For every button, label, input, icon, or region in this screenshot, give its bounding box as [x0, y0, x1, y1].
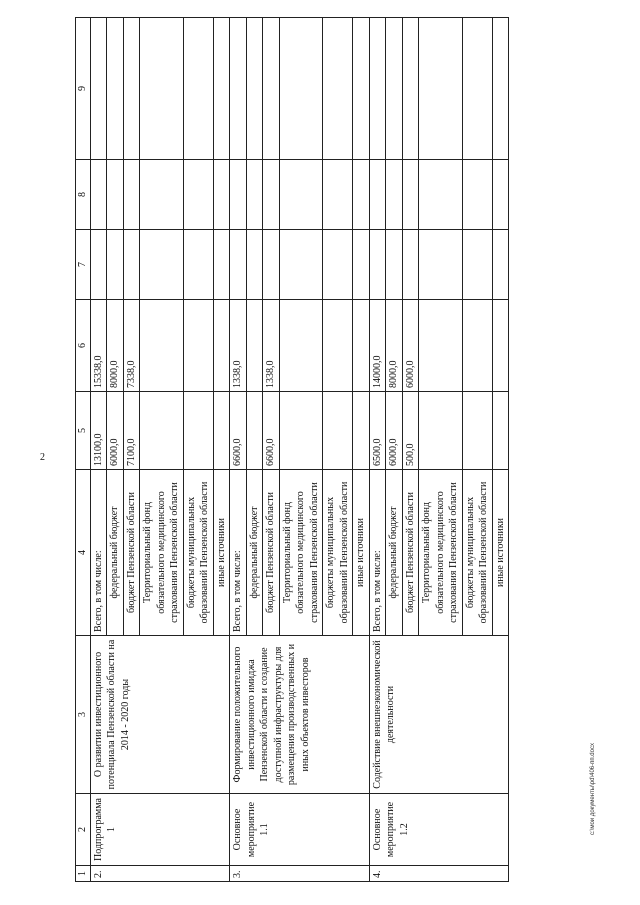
amount-col8-cell	[107, 160, 124, 230]
amount-col9-cell	[246, 18, 263, 160]
amount-col6-cell: 1338,0	[263, 300, 280, 392]
amount-col6-cell	[492, 300, 509, 392]
column-header: 8	[76, 160, 91, 230]
amount-col6-cell	[279, 300, 323, 392]
row-number-cell: 4.	[369, 866, 509, 882]
amount-col6-cell	[419, 300, 463, 392]
funding-source-cell: федеральный бюджет	[386, 470, 403, 636]
amount-col9-cell	[419, 18, 463, 160]
amount-col9-cell	[230, 18, 247, 160]
amount-col9-cell	[107, 18, 124, 160]
amount-col8-cell	[246, 160, 263, 230]
funding-source-cell: иные источники	[492, 470, 509, 636]
amount-col9-cell	[492, 18, 509, 160]
amount-col9-cell	[140, 18, 184, 160]
funding-source-cell: Всего, в том числе:	[369, 470, 386, 636]
file-path-footer: c:\мои документы\pd\406-пп.docx	[590, 743, 596, 835]
amount-col5-cell: 13100,0	[90, 392, 107, 470]
table-row	[90, 18, 107, 882]
funding-source-cell: федеральный бюджет	[246, 470, 263, 636]
amount-col5-cell	[419, 392, 463, 470]
amount-col7-cell	[492, 230, 509, 300]
amount-col5-cell	[183, 392, 213, 470]
program-name-cell: Основное мероприятие 1.2	[369, 794, 509, 866]
amount-col6-cell	[462, 300, 492, 392]
program-description-cell: О развитии инвестиционного потенциала Пензенской области на 2014 - 2020 годы	[90, 636, 230, 794]
amount-col9-cell	[369, 18, 386, 160]
funding-source-cell: бюджет Пензенской области	[263, 470, 280, 636]
table-row	[369, 18, 386, 882]
column-header: 7	[76, 230, 91, 300]
amount-col8-cell	[90, 160, 107, 230]
amount-col8-cell	[123, 160, 140, 230]
amount-col7-cell	[263, 230, 280, 300]
row-number-cell: 2.	[90, 866, 230, 882]
amount-col8-cell	[140, 160, 184, 230]
amount-col6-cell: 8000,0	[107, 300, 124, 392]
column-header: 9	[76, 18, 91, 160]
amount-col5-cell	[462, 392, 492, 470]
amount-col6-cell: 1338,0	[230, 300, 247, 392]
amount-col8-cell	[462, 160, 492, 230]
amount-col7-cell	[123, 230, 140, 300]
amount-col9-cell	[183, 18, 213, 160]
amount-col7-cell	[140, 230, 184, 300]
amount-col9-cell	[386, 18, 403, 160]
amount-col9-cell	[402, 18, 419, 160]
amount-col5-cell: 6600,0	[263, 392, 280, 470]
amount-col7-cell	[369, 230, 386, 300]
funding-source-cell: иные источники	[353, 470, 370, 636]
amount-col8-cell	[492, 160, 509, 230]
amount-col6-cell	[140, 300, 184, 392]
amount-col7-cell	[353, 230, 370, 300]
amount-col7-cell	[279, 230, 323, 300]
amount-col7-cell	[183, 230, 213, 300]
funding-source-cell: бюджеты муниципальных образований Пензенской области	[323, 470, 353, 636]
amount-col9-cell	[323, 18, 353, 160]
amount-col6-cell	[353, 300, 370, 392]
column-header: 3	[76, 636, 91, 794]
program-name-cell: Подпрограмма 1	[90, 794, 230, 866]
amount-col8-cell	[323, 160, 353, 230]
table-row	[230, 18, 247, 882]
amount-col9-cell	[353, 18, 370, 160]
amount-col5-cell: 6500,0	[369, 392, 386, 470]
funding-source-cell: бюджет Пензенской области	[402, 470, 419, 636]
amount-col8-cell	[353, 160, 370, 230]
amount-col6-cell: 14000,0	[369, 300, 386, 392]
funding-source-cell: бюджет Пензенской области	[123, 470, 140, 636]
amount-col9-cell	[462, 18, 492, 160]
amount-col5-cell	[140, 392, 184, 470]
funding-source-cell: Всего, в том числе:	[90, 470, 107, 636]
amount-col9-cell	[213, 18, 230, 160]
column-header: 6	[76, 300, 91, 392]
column-number-row	[76, 18, 91, 882]
amount-col6-cell	[213, 300, 230, 392]
amount-col9-cell	[263, 18, 280, 160]
column-header: 4	[76, 470, 91, 636]
amount-col9-cell	[279, 18, 323, 160]
amount-col7-cell	[213, 230, 230, 300]
amount-col7-cell	[462, 230, 492, 300]
amount-col6-cell: 6000,0	[402, 300, 419, 392]
amount-col6-cell: 15338,0	[90, 300, 107, 392]
column-header: 1	[76, 866, 91, 882]
funding-table	[75, 17, 509, 882]
amount-col7-cell	[402, 230, 419, 300]
amount-col8-cell	[279, 160, 323, 230]
amount-col8-cell	[402, 160, 419, 230]
amount-col5-cell	[246, 392, 263, 470]
amount-col8-cell	[230, 160, 247, 230]
amount-col7-cell	[419, 230, 463, 300]
funding-source-cell: Территориальный фонд обязательного медицинского страхования Пензенской области	[279, 470, 323, 636]
page-number: 2	[40, 452, 45, 463]
amount-col5-cell	[213, 392, 230, 470]
table-body	[76, 18, 509, 882]
amount-col7-cell	[90, 230, 107, 300]
funding-source-cell: иные источники	[213, 470, 230, 636]
amount-col5-cell: 6600,0	[230, 392, 247, 470]
column-header: 2	[76, 794, 91, 866]
amount-col8-cell	[263, 160, 280, 230]
amount-col7-cell	[386, 230, 403, 300]
amount-col5-cell: 6000,0	[107, 392, 124, 470]
funding-source-cell: Всего, в том числе:	[230, 470, 247, 636]
amount-col8-cell	[386, 160, 403, 230]
amount-col8-cell	[419, 160, 463, 230]
amount-col6-cell	[246, 300, 263, 392]
amount-col5-cell: 7100,0	[123, 392, 140, 470]
program-name-cell: Основное мероприятие 1.1	[230, 794, 370, 866]
funding-source-cell: бюджеты муниципальных образований Пензенской области	[183, 470, 213, 636]
amount-col8-cell	[183, 160, 213, 230]
amount-col5-cell	[492, 392, 509, 470]
amount-col6-cell: 8000,0	[386, 300, 403, 392]
amount-col5-cell: 500,0	[402, 392, 419, 470]
amount-col6-cell	[183, 300, 213, 392]
row-number-cell: 3.	[230, 866, 370, 882]
amount-col8-cell	[213, 160, 230, 230]
program-description-cell: Формирование положительного инвестиционного имиджа Пензенской области и создание доступной инфраструктуры для размещения производственных и иных объектов инвесторов	[230, 636, 370, 794]
amount-col5-cell	[323, 392, 353, 470]
amount-col9-cell	[90, 18, 107, 160]
amount-col9-cell	[123, 18, 140, 160]
amount-col6-cell: 7338,0	[123, 300, 140, 392]
funding-source-cell: бюджеты муниципальных образований Пензенской области	[462, 470, 492, 636]
funding-source-cell: Территориальный фонд обязательного медицинского страхования Пензенской области	[140, 470, 184, 636]
amount-col7-cell	[230, 230, 247, 300]
amount-col6-cell	[323, 300, 353, 392]
column-header: 5	[76, 392, 91, 470]
program-description-cell: Содействие внешнеэкономической деятельности	[369, 636, 509, 794]
amount-col7-cell	[323, 230, 353, 300]
amount-col5-cell: 6000,0	[386, 392, 403, 470]
amount-col5-cell	[279, 392, 323, 470]
amount-col7-cell	[107, 230, 124, 300]
amount-col7-cell	[246, 230, 263, 300]
amount-col5-cell	[353, 392, 370, 470]
funding-source-cell: федеральный бюджет	[107, 470, 124, 636]
amount-col8-cell	[369, 160, 386, 230]
funding-source-cell: Территориальный фонд обязательного медицинского страхования Пензенской области	[419, 470, 463, 636]
